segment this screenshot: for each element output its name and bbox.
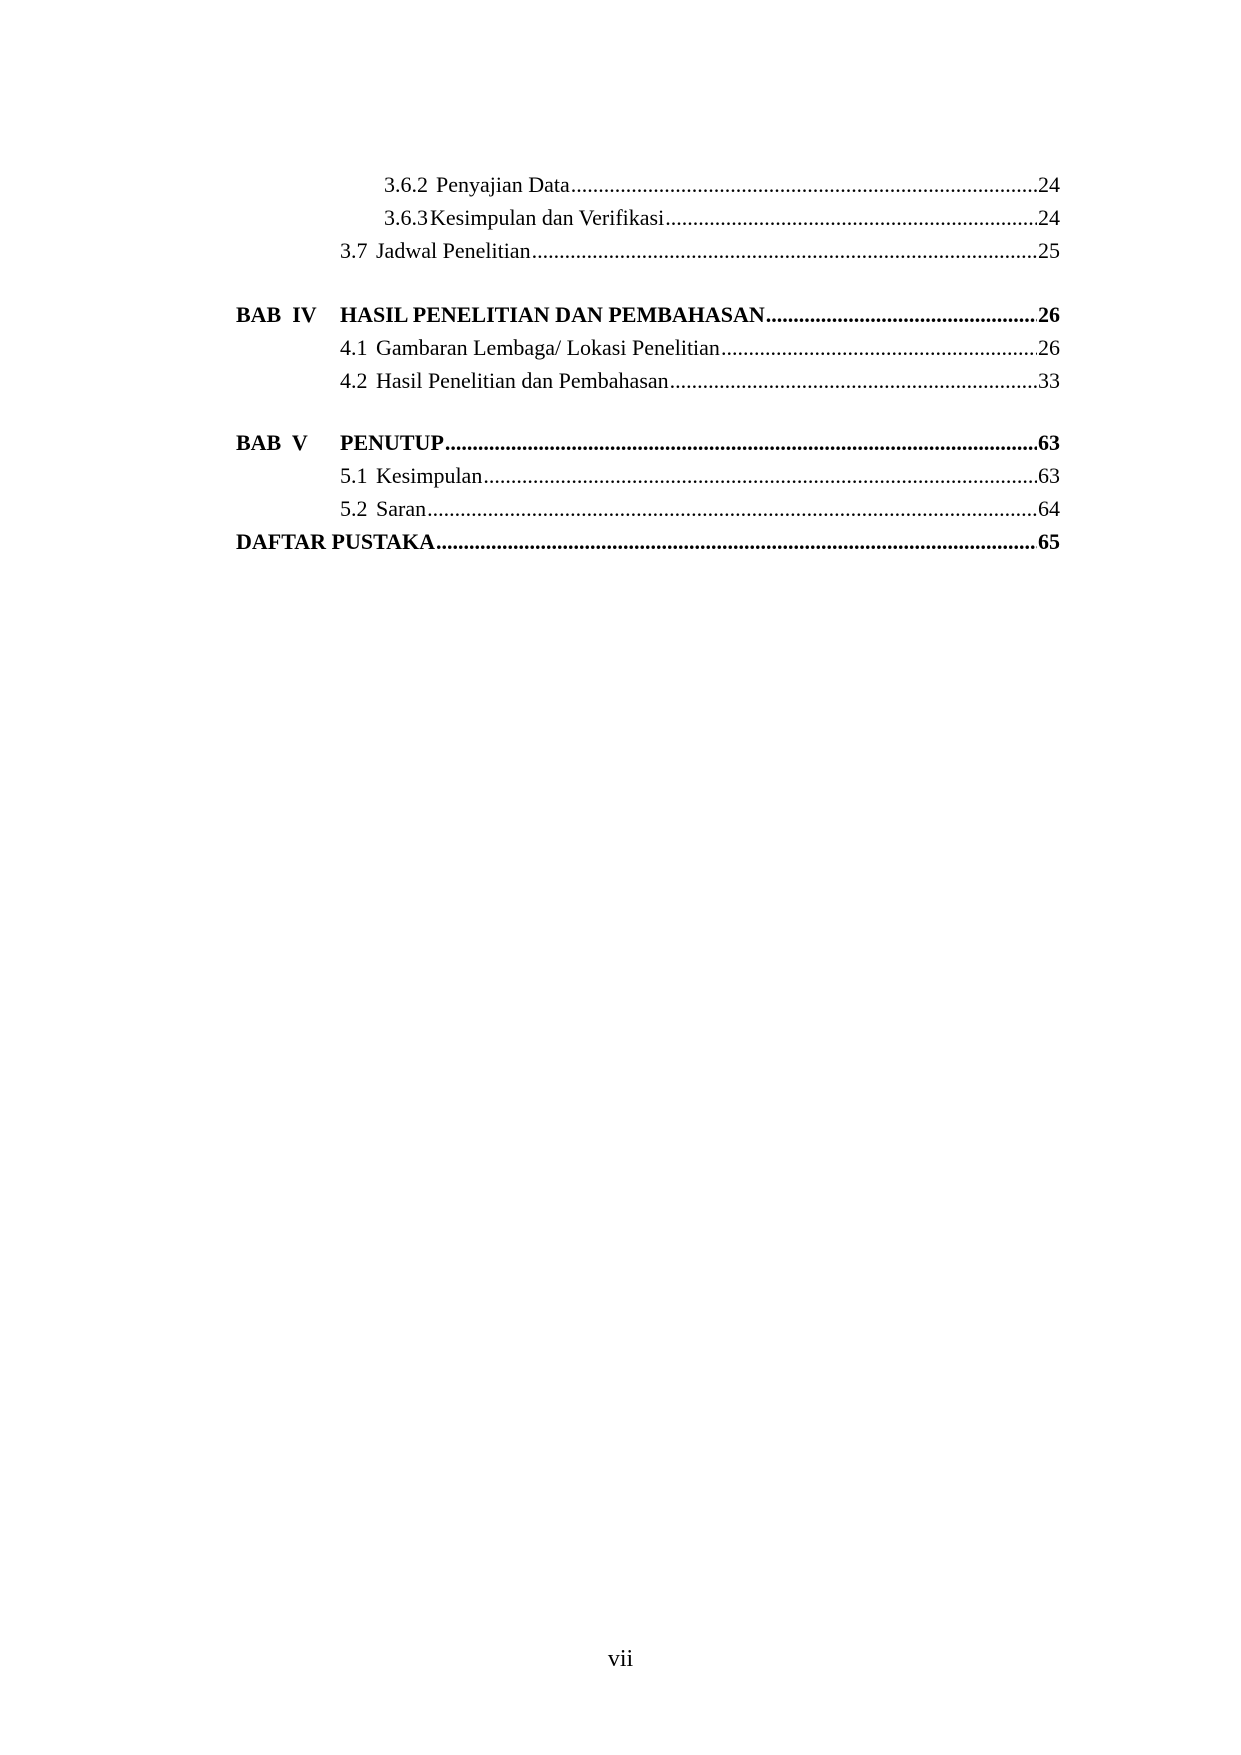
toc-entry-3-6-2[interactable] [236, 168, 1060, 201]
section-title: Jadwal Penelitian [376, 238, 531, 263]
dot-leader [445, 426, 1037, 459]
toc-entry-5-1[interactable] [236, 459, 1060, 492]
page-number: 63 [1038, 430, 1060, 455]
section-number: 4.2 [340, 368, 368, 393]
dot-leader [427, 492, 1037, 525]
toc-entry-label [384, 168, 570, 201]
toc-entry-label [236, 426, 444, 459]
page-number: 33 [1038, 368, 1060, 393]
toc-entry-label [340, 459, 482, 492]
section-title: Kesimpulan [376, 463, 483, 488]
page-number: 65 [1038, 529, 1060, 554]
toc-entry-bab-iv[interactable] [236, 298, 1060, 331]
toc-entry-daftar-pustaka[interactable] [236, 525, 1060, 558]
section-number: 3.6.3 [384, 205, 428, 230]
toc-entry-label [384, 201, 664, 234]
dot-leader [483, 459, 1037, 492]
chapter-title: PENUTUP [340, 430, 444, 455]
page-number: 26 [1038, 335, 1060, 360]
dot-leader [665, 201, 1037, 234]
section-number: 3.7 [340, 238, 368, 263]
chapter-title: HASIL PENELITIAN DAN PEMBAHASAN [340, 302, 765, 327]
chapter-number: BAB V [236, 430, 308, 455]
table-of-contents [236, 168, 1060, 558]
section-number: 5.1 [340, 463, 368, 488]
page-number: 25 [1038, 238, 1060, 263]
page-number: 24 [1038, 172, 1060, 197]
section-number: 4.1 [340, 335, 368, 360]
section-title: Kesimpulan dan Verifikasi [430, 205, 665, 230]
toc-entry-4-2[interactable] [236, 364, 1060, 397]
toc-entry-3-7[interactable] [236, 234, 1060, 267]
spacer [236, 397, 1060, 426]
dot-leader [571, 168, 1037, 201]
toc-entry-3-6-3[interactable] [236, 201, 1060, 234]
section-title: Penyajian Data [436, 172, 570, 197]
toc-entry-5-2[interactable] [236, 492, 1060, 525]
toc-entry-label [236, 298, 765, 331]
chapter-number: BAB IV [236, 302, 317, 327]
dot-leader [670, 364, 1037, 397]
page-number: 26 [1038, 302, 1060, 327]
section-title: Hasil Penelitian dan Pembahasan [376, 368, 669, 393]
toc-entry-label [340, 364, 669, 397]
page-number: 64 [1038, 496, 1060, 521]
toc-entry-4-1[interactable] [236, 331, 1060, 364]
dot-leader [766, 298, 1037, 331]
spacer [236, 267, 1060, 298]
section-title: Saran [376, 496, 427, 521]
toc-entry-label [340, 492, 426, 525]
dot-leader [436, 525, 1037, 558]
dot-leader [721, 331, 1037, 364]
page-number: 63 [1038, 463, 1060, 488]
toc-entry-bab-v[interactable] [236, 426, 1060, 459]
toc-entry-label [340, 234, 531, 267]
page-footer-number: vii [607, 1646, 634, 1672]
chapter-title: DAFTAR PUSTAKA [236, 529, 436, 554]
section-number: 5.2 [340, 496, 368, 521]
page-number: 24 [1038, 205, 1060, 230]
toc-entry-label [340, 331, 720, 364]
section-title: Gambaran Lembaga/ Lokasi Penelitian [376, 335, 720, 360]
dot-leader [532, 234, 1037, 267]
section-number: 3.6.2 [384, 172, 428, 197]
